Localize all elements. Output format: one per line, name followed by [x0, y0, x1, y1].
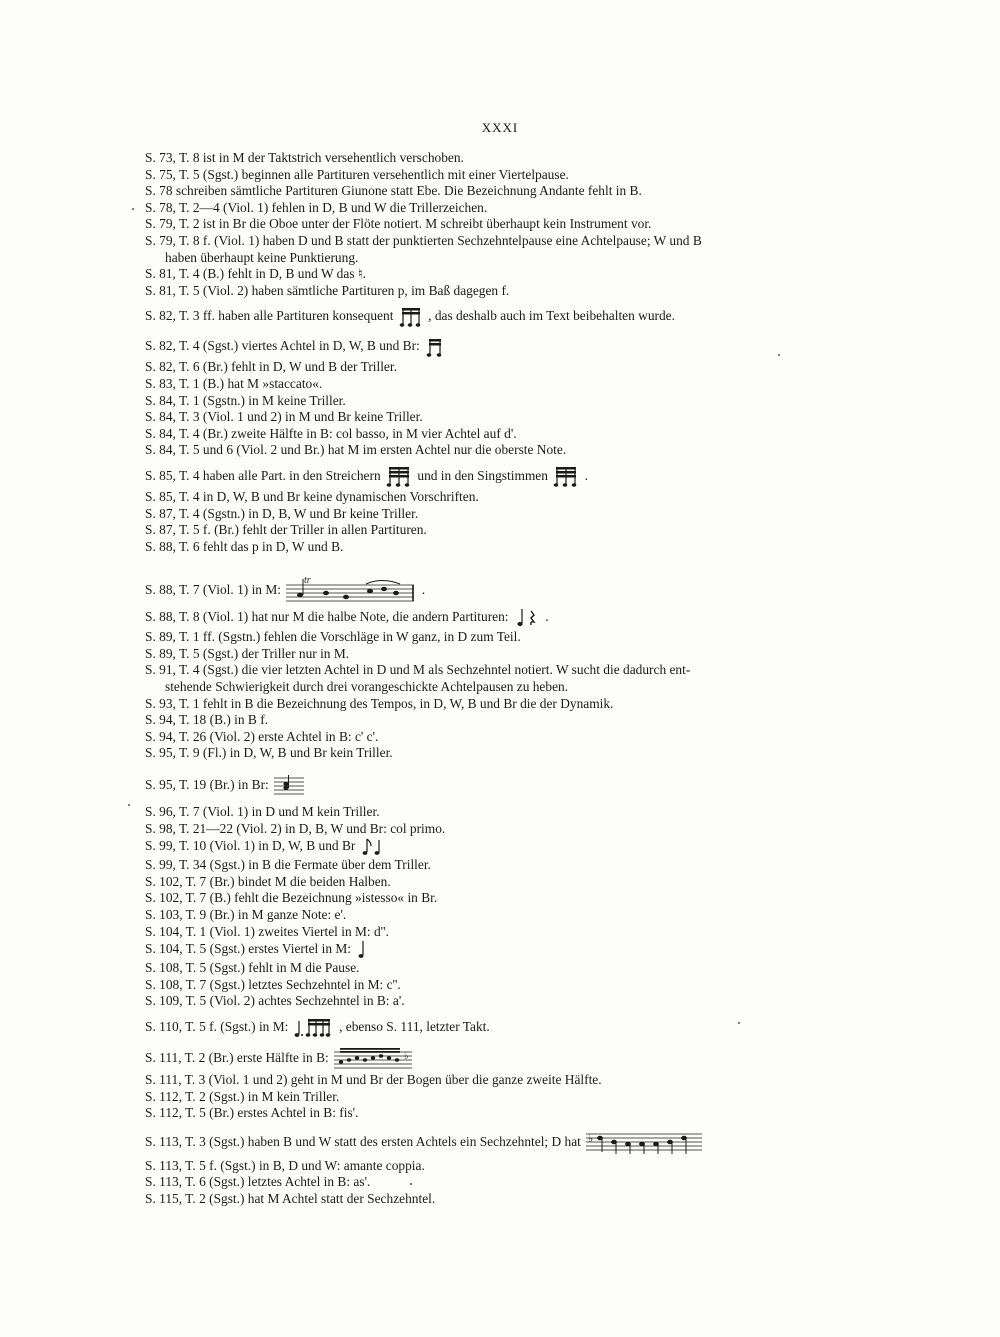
list-item	[145, 1128, 825, 1158]
list-item: S. 81, T. 4 (B.) fehlt in D, B und W das ♮.	[145, 266, 367, 282]
list-item-text: S. 82, T. 4 (Sgst.) viertes Achtel in D, W, B und Br:	[145, 338, 420, 354]
list-item: S. 115, T. 2 (Sgst.) hat M Achtel statt der Sechzehntel.	[145, 1190, 436, 1206]
music-staff-fragment-icon	[274, 774, 306, 798]
string-notes-group-icon	[386, 465, 412, 489]
list-item: S. 87, T. 4 (Sgstn.) in D, B, W und Br keine Triller.	[145, 505, 419, 521]
list-item: S. 112, T. 5 (Br.) erstes Achtel in B: fis'.	[145, 1105, 359, 1121]
sixteenth-notes-group-icon	[399, 305, 423, 329]
list-item: S. 89, T. 5 (Sgst.) der Triller nur in M.	[145, 645, 350, 661]
list-item: S. 109, T. 5 (Viol. 2) achtes Sechzehntel in B: a'.	[145, 993, 405, 1009]
list-item-text: und in den Singstimmen	[417, 467, 548, 483]
list-item-text: S. 85, T. 4 haben alle Part. in den Streichern	[145, 467, 381, 483]
scan-speck	[132, 208, 134, 210]
list-item: S. 89, T. 1 ff. (Sgstn.) fehlen die Vorschläge in W ganz, in D zum Teil.	[145, 629, 521, 645]
quarter-note-rest-icon	[514, 607, 540, 629]
list-item	[145, 774, 825, 798]
list-item-text: , das deshalb auch im Text beibehalten wurde.	[428, 308, 675, 324]
list-item	[145, 837, 825, 857]
list-item-continuation: stehende Schwierigkeit durch drei vorangeschickte Achtelpausen zu heben.	[165, 679, 569, 695]
list-item: S. 84, T. 4 (Br.) zweite Hälfte in B: col basso, in M vier Achtel auf d'.	[145, 425, 517, 441]
list-item-text: S. 88, T. 7 (Viol. 1) in M:	[145, 582, 281, 598]
vocal-notes-group-icon	[553, 465, 579, 489]
quarter-note-icon	[356, 940, 368, 960]
errata-list	[145, 150, 825, 1208]
list-item-text: S. 113, T. 3 (Sgst.) haben B und W statt des ersten Achtels ein Sechzehntel; D hat	[145, 1133, 581, 1149]
list-item: S. 85, T. 4 haben alle Part. in den Streichern und in den Singstimmen .	[145, 465, 825, 489]
list-item: S. 112, T. 2 (Sgst.) in M kein Triller.	[145, 1088, 340, 1104]
list-item: S. 94, T. 26 (Viol. 2) erste Achtel in B: c' c'.	[145, 728, 379, 744]
list-item	[145, 940, 825, 960]
list-item	[145, 233, 825, 266]
list-item: S. 113, T. 5 f. (Sgst.) in B, D und W: amante coppia.	[145, 1157, 425, 1173]
list-item: S. 102, T. 7 (Br.) bindet M die beiden Halben.	[145, 873, 391, 889]
list-item-text: S. 111, T. 2 (Br.) erste Hälfte in B:	[145, 1050, 329, 1066]
list-item: S. 84, T. 3 (Viol. 1 und 2) in M und Br keine Triller.	[145, 409, 423, 425]
scan-speck	[410, 1183, 412, 1185]
page-number: XXXI	[481, 120, 519, 135]
svg-text:♭: ♭	[588, 1132, 594, 1145]
scan-speck	[778, 354, 780, 356]
list-item-text: S. 82, T. 3 ff. haben alle Partituren konsequent	[145, 308, 394, 324]
music-staff-run-icon	[334, 1046, 414, 1072]
list-item: S. 82, T. 6 (Br.) fehlt in D, W und B der Triller.	[145, 359, 397, 375]
list-item: S. 87, T. 5 f. (Br.) fehlt der Triller in allen Partituren.	[145, 522, 427, 538]
list-item: S. 88, T. 7 (Viol. 1) in M: tr .	[145, 575, 825, 607]
list-item: S. 103, T. 9 (Br.) in M ganze Note: e'.	[145, 907, 347, 922]
list-item-text: S. 91, T. 4 (Sgst.) die vier letzten Achtel in D und M als Sechzehntel notiert. W sucht die dadurch ent-	[145, 662, 691, 678]
list-item-continuation: haben überhaupt keine Punktierung.	[165, 249, 359, 265]
list-item-text: S. 95, T. 19 (Br.) in Br:	[145, 777, 269, 793]
scan-speck	[738, 1022, 740, 1024]
list-item-text: S. 88, T. 8 (Viol. 1) hat nur M die halbe Note, die andern Partituren:	[145, 609, 509, 625]
list-item-text: S. 99, T. 10 (Viol. 1) in D, W, B und Br	[145, 838, 356, 854]
list-item: S. 88, T. 6 fehlt das p in D, W und B.	[145, 538, 344, 554]
list-item: S. 94, T. 18 (B.) in B f.	[145, 712, 268, 728]
list-item: S. 79, T. 2 ist in Br die Oboe unter der Flöte notiert. M schreibt überhaupt kein Instrument vor.	[145, 216, 652, 232]
list-item	[145, 1016, 825, 1040]
list-item: S. 111, T. 3 (Viol. 1 und 2) geht in M und Br der Bogen über die ganze zweite Hälfte.	[145, 1071, 602, 1087]
svg-text:♭: ♭	[404, 1050, 409, 1062]
list-item-text: S. 104, T. 5 (Sgst.) erstes Viertel in M:	[145, 941, 351, 957]
list-item	[145, 1046, 825, 1072]
list-item: S. 108, T. 7 (Sgst.) letztes Sechzehntel in M: c''.	[145, 976, 401, 992]
list-item: S. 95, T. 9 (Fl.) in D, W, B und Br kein Triller.	[145, 745, 393, 761]
list-item: S. 81, T. 5 (Viol. 2) haben sämtliche Partituren p, im Baß dagegen f.	[145, 282, 510, 298]
list-item: S. 93, T. 1 fehlt in B die Bezeichnung des Tempos, in D, W, B und Br die der Dynamik.	[145, 695, 614, 711]
list-item	[145, 305, 825, 329]
list-item: S. 85, T. 4 in D, W, B und Br keine dynamischen Vorschriften.	[145, 488, 479, 504]
list-item: S. 75, T. 5 (Sgst.) beginnen alle Partituren versehentlich mit einer Viertelpause.	[145, 166, 569, 182]
list-item: S. 84, T. 5 und 6 (Viol. 2 und Br.) hat M im ersten Achtel nur die oberste Note.	[145, 442, 567, 458]
dotted-quarter-sixteenths-icon	[294, 1016, 334, 1040]
list-item: S. 98, T. 21—22 (Viol. 2) in D, B, W und Br: col primo.	[145, 820, 446, 836]
list-item: S. 113, T. 6 (Sgst.) letztes Achtel in B: as'.	[145, 1174, 371, 1190]
list-item: S. 78 schreiben sämtliche Partituren Giunone statt Ebe. Die Bezeichnung Andante fehlt in B.	[145, 183, 642, 199]
list-item: S. 84, T. 1 (Sgstn.) in M keine Triller.	[145, 392, 346, 408]
eighth-rest-quarter-icon	[361, 837, 385, 857]
list-item: S. 104, T. 1 (Viol. 1) zweites Viertel in M: d''.	[145, 923, 389, 939]
list-item: S. 78, T. 2—4 (Viol. 1) fehlen in D, B und W die Trillerzeichen.	[145, 199, 488, 215]
list-item: S. 83, T. 1 (B.) hat M »staccato«.	[145, 375, 323, 391]
list-item: S. 99, T. 34 (Sgst.) in B die Fermate über dem Triller.	[145, 857, 431, 873]
list-item: S. 102, T. 7 (B.) fehlt die Bezeichnung »istesso« in Br.	[145, 890, 438, 906]
list-item: S. 88, T. 8 (Viol. 1) hat nur M die halbe Note, die andern Partituren: .	[145, 607, 825, 629]
list-item: S. 73, T. 8 ist in M der Taktstrich versehentlich verschoben.	[145, 150, 464, 165]
sixteenth-notes-pair-icon	[425, 335, 445, 359]
list-item	[145, 662, 825, 695]
list-item-text: S. 110, T. 5 f. (Sgst.) in M:	[145, 1019, 289, 1035]
list-item-text: , ebenso S. 111, letzter Takt.	[339, 1019, 490, 1035]
music-staff-sixteenths-icon	[586, 1128, 704, 1158]
svg-text:tr: tr	[304, 575, 311, 587]
list-item: S. 96, T. 7 (Viol. 1) in D und M kein Triller.	[145, 804, 380, 820]
list-item-text: S. 79, T. 8 f. (Viol. 1) haben D und B statt der punktierten Sechzehntelpause eine Achtelpause; W und B	[145, 232, 702, 248]
list-item: S. 108, T. 5 (Sgst.) fehlt in M die Pause.	[145, 960, 360, 976]
music-staff-excerpt-icon	[286, 575, 416, 607]
list-item	[145, 335, 825, 359]
scan-speck	[128, 804, 130, 806]
